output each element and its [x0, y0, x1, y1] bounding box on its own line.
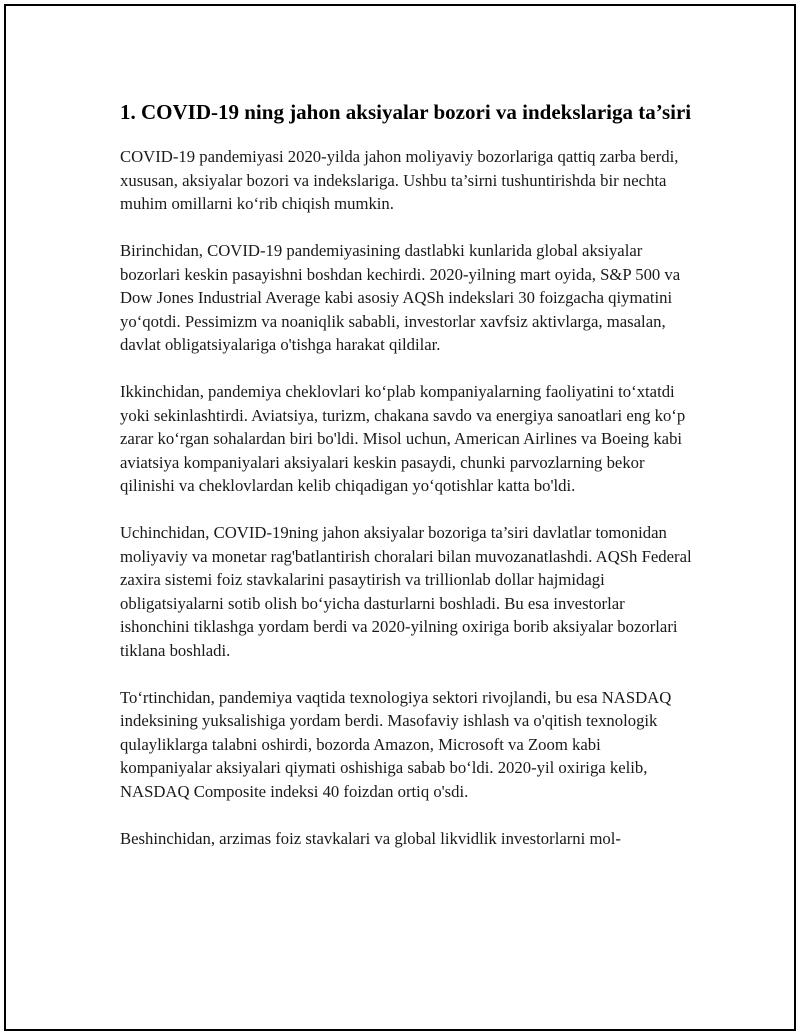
section-heading: 1. COVID-19 ning jahon aksiyalar bozori va indekslariga ta’siri: [120, 100, 692, 124]
paragraph-fifth-point: Beshinchidan, arzimas foiz stavkalari va global likvidlik investorlarni mol-: [120, 828, 621, 848]
page-frame: [4, 4, 796, 1031]
paragraph-intro: COVID-19 pandemiyasi 2020-yilda jahon moliyaviy bozorlariga qattiq zarba berdi, xususan, aksiyalar bozori va indekslariga. Ushbu ta’sirni tushuntirishda bir nechta muhim omillarni ko‘rib chiqish mumkin.: [120, 147, 679, 213]
document-body: [120, 98, 694, 850]
paragraph-first-point: Birinchidan, COVID-19 pandemiyasining dastlabki kunlarida global aksiyalar bozorlari keskin pasayishni boshdan kechirdi. 2020-yilning mart oyida, S&P 500 va Dow Jones Industrial Average kabi asosiy AQSh indekslari 30 foizgacha qiymatini yo‘qotdi. Pessimizm va noaniqlik sababli, investorlar xavfsiz aktivlarga, masalan, davlat obligatsiyalariga o'tishga harakat qildilar.: [120, 241, 681, 354]
paragraph-fourth-point: To‘rtinchidan, pandemiya vaqtida texnologiya sektori rivojlandi, bu esa NASDAQ indeksining yuksalishiga yordam berdi. Masofaviy ishlash va o'qitish texnologik qulayliklarga talabni oshirdi, bozorda Amazon, Microsoft va Zoom kabi kompaniyalar aksiyalari qiymati oshishiga sabab bo‘ldi. 2020-yil oxiriga kelib, NASDAQ Composite indeksi 40 foizdan ortiq o'sdi.: [120, 687, 672, 801]
paragraph-second-point: Ikkinchidan, pandemiya cheklovlari ko‘plab kompaniyalarning faoliyatini to‘xtatdi yoki sekinlashtirdi. Aviatsiya, turizm, chakana savdo va energiya sanoatlari eng ko‘p zarar ko‘rgan sohalardan biri bo'ldi. Misol uchun, American Airlines va Boeing kabi aviatsiya kompaniyalari aksiyalari keskin pasaydi, chunki parvozlarning bekor qilinishi va cheklovlardan kelib chiqadigan yo‘qotishlar katta bo'ldi.: [120, 382, 686, 495]
paragraph-third-point: Uchinchidan, COVID-19ning jahon aksiyalar bozoriga ta’siri davlatlar tomonidan moliyaviy va monetar rag'batlantirish choralari bilan muvozanatlashdi. AQSh Federal zaxira sistemi foiz stavkalarini pasaytirish va trillionlab dollar hajmidagi obligatsiyalarni sotib olish bo‘yicha dasturlarni boshladi. Bu esa investorlar ishonchini tiklashga yordam berdi va 2020-yilning oxiriga borib aksiyalar bozorlari tiklana boshladi.: [120, 523, 692, 660]
